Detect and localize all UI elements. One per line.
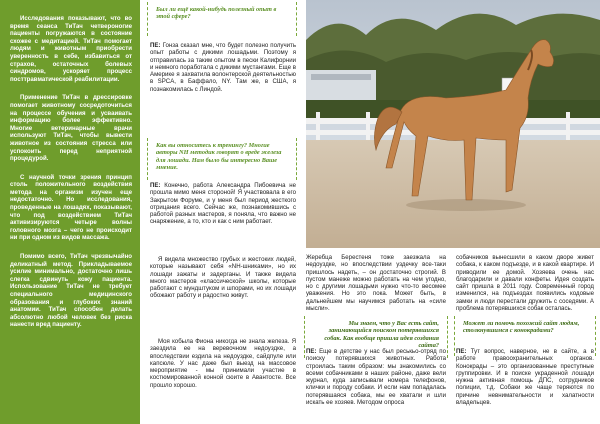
answer-label: ПЕ:	[456, 348, 467, 355]
body-paragraph: собачников вынесшили в каком дворе живет собака, к каком подъезде, и в какой квартире. И приводили ее домой. Хозяева очень нас благодарили и давали конфеты. Идея создать сайт пришла в 2011 году. Современный город изменился, на подъездах появились кодовые замки и люди перестали дружить с соседями. А проблема потерявшихся собак осталась.	[456, 254, 594, 313]
answer-paragraph	[150, 182, 296, 226]
question-text: Как вы относитесь к тренингу? Многие авторы NH методик говорят о вреде железа для лошади. Нам было бы интересно Ваше мнение.	[156, 142, 282, 172]
question-text: Может ли помочь похожий сайт людям, столкнувшимся с конокрадами?	[463, 320, 580, 335]
answer-text: Конечно, работа Александра Пибоевича не прошла мимо меня стороной! Я участвовала в его Закрытом Форуме, и у меня был период жесткого отрицания всего. Сейчас же, познакомившись с работой разных мастеров, я поняла, что важно не снаряжение, а то, кто и как с ним работает.	[150, 182, 296, 226]
answer-paragraph	[456, 348, 594, 406]
question-box	[147, 2, 297, 36]
answer-text: Еще в детстве у нас был реськьо-отряд по поиску потерявшихся животных. Работа строилась таким образом: мы знакомились со всеми собачниками в наших районе, даже вели журнал, куда записывали номера телефонов, клички и породу собаки. И если нам попадалась потерявшаяся собака, мы ее хватали и шли искать ее хозяев. Методом опроса	[306, 348, 446, 407]
horse-photo-icon	[306, 0, 600, 248]
answer-paragraph: Моя кобыла Фиона никогда не знала железа. Я заездила ее на веревочном недоуздке, а впоследствии ездила на недоуздке, сайдпуле или капсюле. У нас даже был выезд на массовое мероприятие - мы принимали участие в костюмированной конной сюите в Авантосте. Все прошло хорошо.	[150, 338, 296, 389]
answer-label: ПЕ:	[150, 42, 161, 49]
sidebar-paragraph: Исследования показывают, что во время сеанса ТиТач четвероногие пациенты погружаются в состояние схожее с медитацией. ТиТач помогает людям и животным приобрести уверенность в себе, избавиться от страхов, остаточных болевых синдромов, ускоряет процесс посттравматической реабилитации.	[10, 15, 132, 83]
horse-photo	[306, 0, 600, 248]
sidebar-paragraph: Применение ТиТач в дрессировке помогает животному сосредоточиться на процессе обучения и усваивать информацию более эффективно. Многие ветеринарные врачи используют ТиТач, чтобы вывести животное из состояния стресса или успокоить перед неприятной процедурой.	[10, 94, 132, 163]
answer-text: Тут вопрос, наверное, не в сайте, а в работе правоохранительных органов. Конокрады – это организованные преступные группировки. И в поиске украденной лошади нужна активная помощь ДПС, сотрудников полиции, т.д. Собаки же чаще теряются по причине невнимательности и халатности владельцев.	[456, 348, 594, 407]
answer-paragraph	[306, 348, 446, 406]
sidebar-paragraph: Помимо всего, ТиТач чрезвычайно деликатный метод. Прикладываемое усилие минимально, достаточно лишь слегка сдвинуть кожу пациента. Использование ТиТач не требует специального медицинского образования и глубоких знаний анатомии. ТиТач способен делать абсолютно любой человек без риска нанести вред пациенту.	[10, 253, 132, 329]
sidebar-panel	[0, 0, 140, 424]
answer-label: ПЕ:	[306, 348, 317, 355]
sidebar-paragraph: С научной точки зрения принцип столь положительного воздействия метода на организм изучен еще недостаточно. Но исследования, проведенные на лошадях, показывают, что под воздействием ТиТач активизируются четыре волны головного мозга – чего не происходит ни при одном из видов массажа.	[10, 173, 132, 242]
answer-paragraph	[150, 42, 296, 93]
question-text: Был ли ещё какой-нибудь полезный опыт в этой сфере?	[156, 6, 277, 21]
body-paragraph: Жеребца Берестеня тоже заезжала на недоуздке, но впоследствии уздечку все-таки пришлось надеть, – он достаточно строгий. В пустом манеже можно работать на чем угодно, но с другими лошадьми нужно что-то весомее уважения. Но это пока. Может быть, в дальнейшем мы научимся работать на «силе мысли».	[306, 254, 446, 313]
answer-text: Гонза сказал мне, что будет полезно получить опыт работы с дикими лошадьми. Поэтому я отправилась за таким опытом в пески Калифорнии и немного поработала с дикими мустангами. Еще в Америке я захватила волонтерской деятельностью в SPCA, в Баффало, NY. Там же, в США, я познакомилась с Линдой.	[150, 42, 296, 93]
question-box	[147, 138, 297, 180]
question-text: Мы знаем, что у Вас есть сайт, занимающийся поиском потерявшихся собак. Как вообще пришла идея создания сайта?	[324, 320, 439, 350]
answer-paragraph: Я видела множество грубых и жестоких людей, которые называют себя «NH-шниками», но их лошади зажаты и задерганы. И также видела много мастеров «классической» школы, которые работают с мундштуком и шпорами, но их лошади обожают работу и радостно живут.	[150, 256, 296, 300]
answer-label: ПЕ:	[150, 182, 161, 189]
